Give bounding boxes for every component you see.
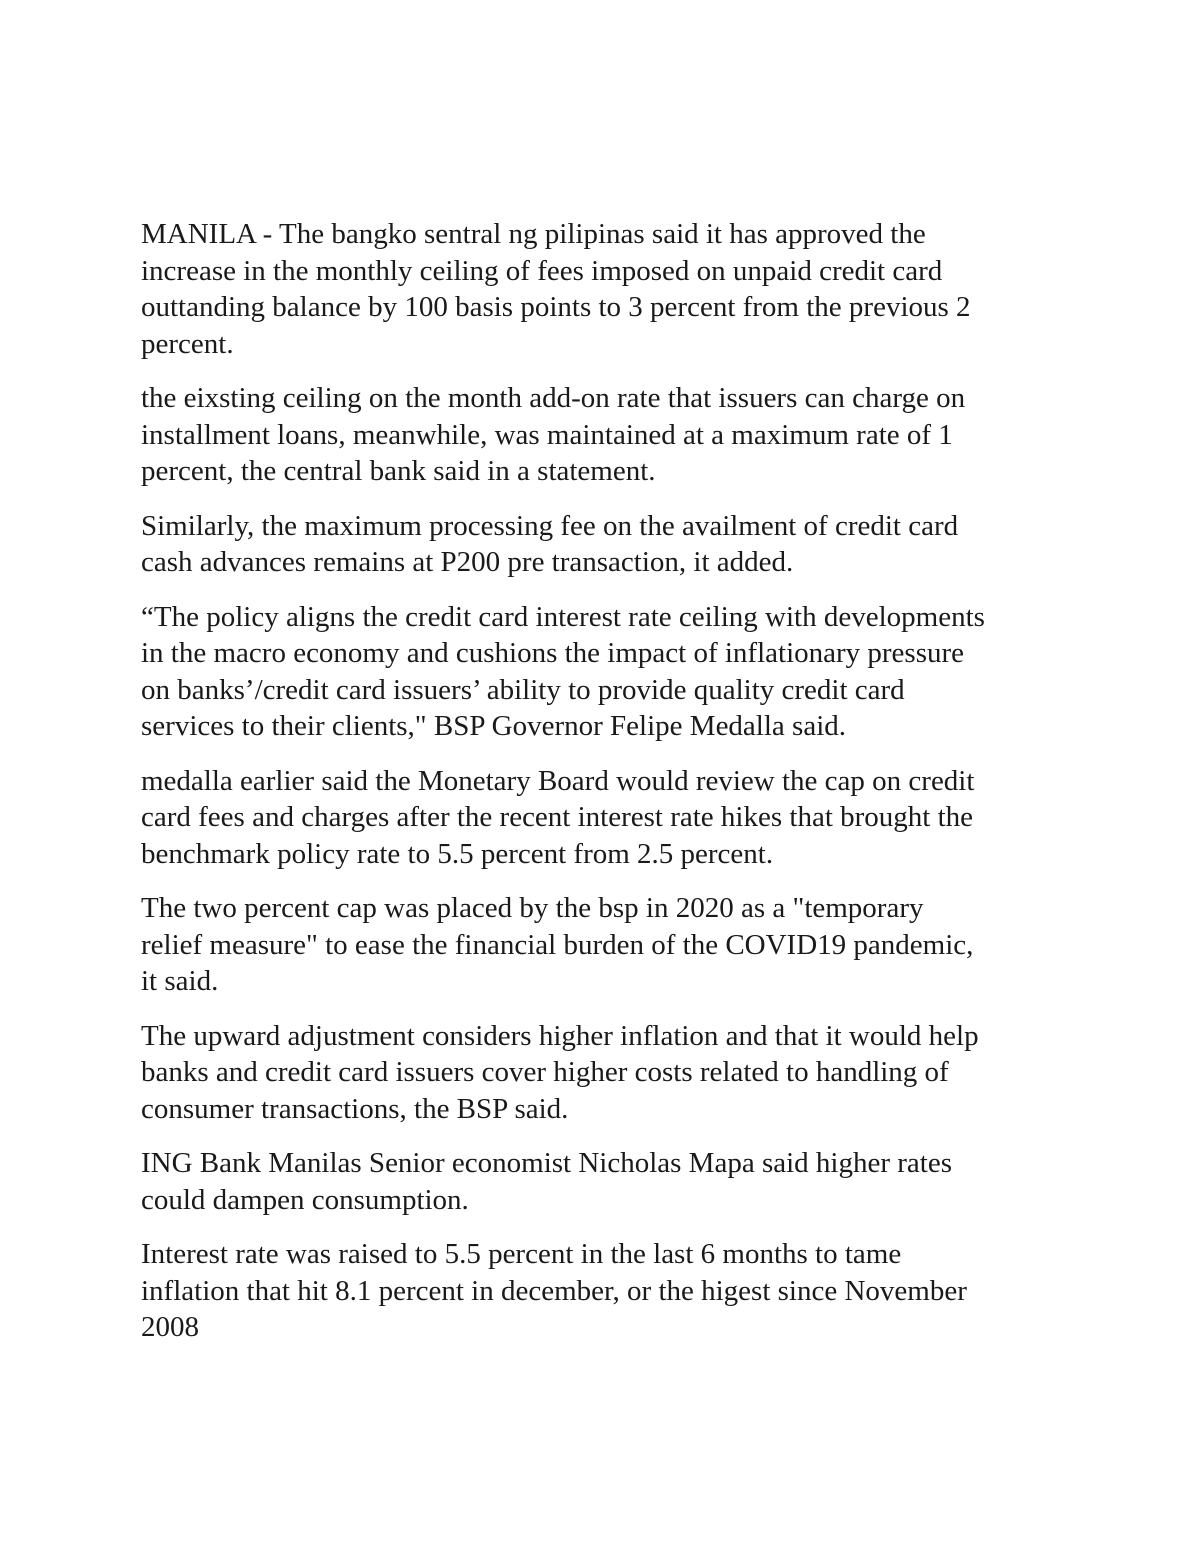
- paragraph-4: “The policy aligns the credit card interest rate ceiling with developments in the macro economy and cushions the impact of inflationary pressure on banks’/credit card issuers’ ability to provide quality credit card services to their clients," BSP Governor Felipe Medalla said.: [141, 600, 985, 742]
- paragraph-3: Similarly, the maximum processing fee on the availment of credit card cash advances remains at P200 pre transaction, it added.: [141, 509, 959, 578]
- article-body: [141, 216, 1061, 1364]
- paragraph-1: MANILA - The bangko sentral ng pilipinas said it has approved the increase in the monthly ceiling of fees imposed on unpaid credit card outtanding balance by 100 basis points to 3 percent from the previous 2 percent.: [141, 218, 971, 360]
- paragraph-5: medalla earlier said the Monetary Board would review the cap on credit card fees and charges after the recent interest rate hikes that brought the benchmark policy rate to 5.5 percent from 2.5 percent.: [141, 764, 975, 870]
- paragraph-2: the eixsting ceiling on the month add-on rate that issuers can charge on installment loans, meanwhile, was maintained at a maximum rate of 1 percent, the central bank said in a statement.: [141, 382, 966, 487]
- paragraph-7: The upward adjustment considers higher inflation and that it would help banks and credit card issuers cover higher costs related to handling of consumer transactions, the BSP said.: [141, 1019, 979, 1125]
- paragraph-6: The two percent cap was placed by the bsp in 2020 as a "temporary relief measure" to ease the financial burden of the COVID19 pandemic, it said.: [141, 892, 974, 997]
- paragraph-9: Interest rate was raised to 5.5 percent in the last 6 months to tame inflation that hit 8.1 percent in december, or the higest since November 2008: [141, 1238, 967, 1343]
- paragraph-8: ING Bank Manilas Senior economist Nicholas Mapa said higher rates could dampen consumption.: [141, 1147, 953, 1216]
